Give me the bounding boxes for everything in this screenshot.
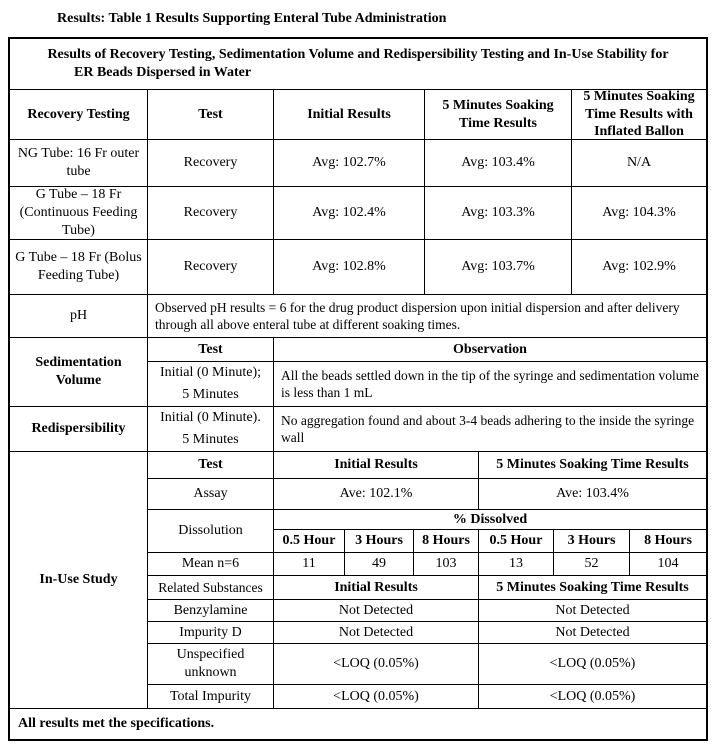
table-footer-note: All results met the specifications. [18,716,215,732]
row-g-tube-bolus-label: G Tube – 18 Fr (Bolus Feeding Tube) [10,240,148,295]
row-g-tube-cont-balloon: Avg: 104.3% [572,187,706,240]
in-use-test-header: Test [148,452,274,479]
total-impurity-soaking: <LOQ (0.05%) [479,685,706,709]
ph-label: pH [10,295,148,338]
in-use-study-label: In-Use Study [10,452,148,709]
sedimentation-test-header: Test [148,338,274,362]
row-g-tube-bolus-initial: Avg: 102.8% [274,240,425,295]
table-banner-line1: Results of Recovery Testing, Sedimentation Volume and Redispersibility Testing and In-Use Stability for [47,47,669,63]
in-use-soaking-header: 5 Minutes Soaking Time Results [479,452,706,479]
results-table [8,37,708,741]
sedimentation-test-line2: 5 Minutes [182,387,239,402]
header-soaking-results: 5 Minutes Soaking Time Results [425,90,572,140]
hour-header-2: 3 Hours [345,530,414,553]
sedimentation-observation-text: All the beads settled down in the tip of the syringe and sedimentation volume is less than 1 mL [274,362,706,407]
total-impurity-label: Total Impurity [148,685,274,709]
unspecified-unknown-soaking: <LOQ (0.05%) [479,644,706,685]
row-ng-tube-balloon: N/A [572,140,706,187]
in-use-initial-header: Initial Results [274,452,479,479]
related-substances-label: Related Substances [148,576,274,600]
mean-value-1: 11 [274,553,345,576]
impurity-d-label: Impurity D [148,622,274,644]
redispersibility-test-cell [148,407,274,452]
benzylamine-soaking: Not Detected [479,600,706,622]
related-initial-header: Initial Results [274,576,479,600]
unspecified-unknown-initial: <LOQ (0.05%) [274,644,479,685]
unspecified-unknown-label: Unspecified unknown [148,644,274,685]
hour-header-1: 0.5 Hour [274,530,345,553]
mean-label: Mean n=6 [148,553,274,576]
assay-soaking-value: Ave: 103.4% [479,479,706,510]
mean-value-5: 52 [554,553,630,576]
assay-initial-value: Ave: 102.1% [274,479,479,510]
related-soaking-header: 5 Minutes Soaking Time Results [479,576,706,600]
row-ng-tube-soaking: Avg: 103.4% [425,140,572,187]
mean-value-6: 104 [630,553,706,576]
table-banner-line2: ER Beads Dispersed in Water [74,65,252,80]
row-g-tube-bolus-soaking: Avg: 103.7% [425,240,572,295]
sedimentation-label: Sedimentation Volume [10,338,148,407]
sedimentation-observation-header: Observation [274,338,706,362]
sedimentation-test-cell [148,362,274,407]
benzylamine-initial: Not Detected [274,600,479,622]
hour-header-5: 3 Hours [554,530,630,553]
impurity-d-soaking: Not Detected [479,622,706,644]
header-test: Test [148,90,274,140]
redispersibility-test-line2: 5 Minutes [182,432,239,447]
sedimentation-test-line1: Initial (0 Minute); [159,365,262,381]
dissolution-label: Dissolution [148,510,274,553]
row-g-tube-cont-soaking: Avg: 103.3% [425,187,572,240]
hour-header-3: 8 Hours [414,530,479,553]
assay-label: Assay [148,479,274,510]
benzylamine-label: Benzylamine [148,600,274,622]
table-banner [10,39,706,90]
header-initial-results: Initial Results [274,90,425,140]
row-ng-tube-initial: Avg: 102.7% [274,140,425,187]
header-recovery-testing: Recovery Testing [10,90,148,140]
row-g-tube-cont-initial: Avg: 102.4% [274,187,425,240]
mean-value-4: 13 [479,553,554,576]
hour-header-4: 0.5 Hour [479,530,554,553]
row-ng-tube-label: NG Tube: 16 Fr outer tube [10,140,148,187]
mean-value-2: 49 [345,553,414,576]
header-soaking-balloon: 5 Minutes Soaking Time Results with Inflated Ballon [572,90,706,140]
redispersibility-label: Redispersibility [10,407,148,452]
ph-observation-text: Observed pH results = 6 for the drug product dispersion upon initial dispersion and after delivery through all above enteral tube at different soaking times. [148,295,706,338]
percent-dissolved-header: % Dissolved [274,510,706,530]
total-impurity-initial: <LOQ (0.05%) [274,685,479,709]
row-g-tube-bolus-balloon: Avg: 102.9% [572,240,706,295]
mean-value-3: 103 [414,553,479,576]
redispersibility-test-line1: Initial (0 Minute). [160,410,261,426]
redispersibility-observation-text: No aggregation found and about 3-4 beads adhering to the inside the syringe wall [274,407,706,452]
page-title: Results: Table 1 Results Supporting Enteral Tube Administration [57,11,447,26]
row-g-tube-cont-test: Recovery [148,187,274,240]
row-g-tube-bolus-test: Recovery [148,240,274,295]
row-g-tube-cont-label: G Tube – 18 Fr (Continuous Feeding Tube) [10,187,148,240]
row-ng-tube-test: Recovery [148,140,274,187]
hour-header-6: 8 Hours [630,530,706,553]
impurity-d-initial: Not Detected [274,622,479,644]
